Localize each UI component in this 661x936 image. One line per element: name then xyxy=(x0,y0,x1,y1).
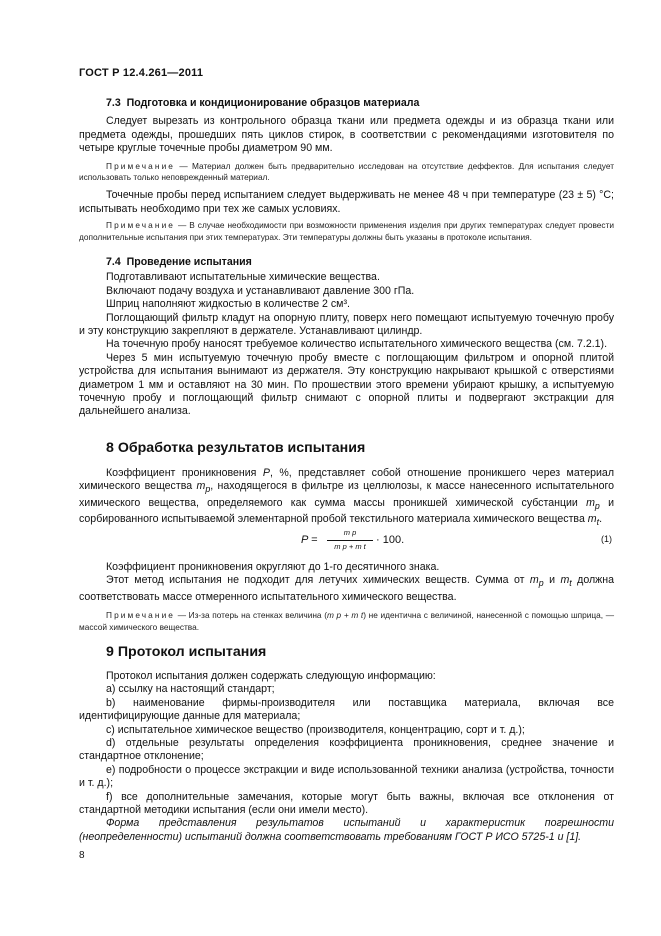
section-8-heading: 8 Обработка результатов испытания xyxy=(106,440,366,456)
paragraph: Шприц наполняют жидкостью в количестве 2 см³. xyxy=(106,298,350,311)
closing-paragraph: Форма представления результатов испытаний и характеристик погрешности (неопределенности) испытаний должна соответствовать требованиям ГОСТ Р ИСО 5725-1 и [1]. xyxy=(79,817,614,843)
note-label: Примечание xyxy=(106,160,176,171)
paragraph: Включают подачу воздуха и устанавливают давление 300 гПа. xyxy=(106,284,415,297)
note-text: ) не идентична с величиной, нанесенной с помощью шприца, — массой химического вещества. xyxy=(79,610,614,633)
var-symbol: m xyxy=(586,496,595,509)
var-subscript: p xyxy=(205,484,211,495)
var-mt xyxy=(587,513,600,528)
paragraph: Через 5 мин испытуемую точечную пробу вместе с поглощающим фильтром и опорной плитой устройства для испытания вынимают из держателя. Эту конструкцию накрывают крышкой с отверстиями диаметром 1 мм и оставляют на 30 мин. По прошествии этого времени убирают крышку, а испытуемую точечную пробу и поглощающий фильтр снимают с опорной плиты и подвергают экстракции для дальнейшего анализа. xyxy=(79,351,614,418)
paragraph-coefficient: Коэффициент проникновения P, %, представляет собой отношение проникшего через материал химического вещества $m_p$, находящегося в фильтре из целлюлозы, к массе нанесенного испытательного химического вещества, определяемого как сумма массы проникшей химической субстанции $m_p$ и сорбированного испытываемой элементарной пробой текстильного материала химического вещества $m_t$. xyxy=(79,467,614,528)
list-item: e) подробности о процессе экстракции и виде использованной техники анализа (устройства, точности и т. д.); xyxy=(79,763,614,790)
list-item: d) отдельные результаты определения коэффициента проникновения, среднее значение и стандартное отклонение; xyxy=(79,737,614,763)
var-symbol: m xyxy=(587,513,597,526)
paragraph: Точечные пробы перед испытанием следует выдерживать не менее 48 ч при температуре (23 ± 5) °С; испытывать необходимо при тех же самых условиях. xyxy=(79,189,614,215)
var-mp xyxy=(196,480,211,495)
formula-fraction xyxy=(327,528,373,553)
note xyxy=(79,610,614,634)
var-mp xyxy=(586,496,600,512)
formula-lhs: P = xyxy=(301,534,318,546)
section-heading xyxy=(79,256,614,269)
section-8-cont xyxy=(79,561,614,634)
var-mp xyxy=(529,574,544,589)
paragraph: На точечную пробу наносят требуемое количество испытательного химического вещества (см. 7.2.1). xyxy=(106,338,608,351)
section-title: Проведение испытания xyxy=(126,256,252,268)
list-item: a) ссылку на настоящий стандарт; xyxy=(106,683,275,696)
var-symbol: m xyxy=(529,574,539,587)
section-8 xyxy=(79,440,614,530)
note xyxy=(79,161,614,185)
text-run: Этот метод испытания не подходит для летучих химических веществ. Сумма от xyxy=(106,574,530,587)
section-heading xyxy=(79,97,614,110)
list-item: c) испытательное химическое вещество (производителя, концентрацию, сорт и т. д.); xyxy=(106,723,525,736)
var-P: P xyxy=(262,467,270,479)
paragraph: Подготавливают испытательные химические вещества. xyxy=(106,271,380,284)
note-text: — Из-за потерь на стенках величина ( xyxy=(175,610,327,621)
formula-rhs: · 100. xyxy=(376,534,405,546)
var-subscript: p xyxy=(594,501,600,512)
paragraph: Коэффициент проникновения округляют до 1-го десятичного знака. xyxy=(106,561,440,573)
formula-numerator: m p xyxy=(327,528,373,541)
var-symbol: m xyxy=(196,480,206,493)
paragraph: Следует вырезать из контрольного образца ткани или предмета одежды и из образца ткани или предмета одежды, прошедших пять циклов стирок, в соответствии с рекомендациями изготовителя по четыре круглые точечные пробы диаметром 90 мм. xyxy=(79,115,614,155)
paragraph: Поглощающий фильтр кладут на опорную плиту, поверх него помещают испытуемую точечную пробу и эту конструкцию закрепляют в держателе. Устанавливают цилиндр. xyxy=(79,311,614,338)
var-symbol: m xyxy=(560,574,570,587)
section-number: 7.3 xyxy=(106,97,121,109)
section-title: Подготовка и кондиционирование образцов материала xyxy=(126,97,420,109)
formula-denominator: m p + m t xyxy=(334,542,366,551)
section-number: 7.4 xyxy=(106,256,121,268)
formula-number: (1) xyxy=(601,534,612,544)
section-7-3 xyxy=(79,97,614,244)
text-run: Коэффициент проникновения xyxy=(106,467,263,479)
document-header: ГОСТ Р 12.4.261—2011 xyxy=(79,67,204,79)
text-run: и сорбированного испытываемой элементарной пробой текстильного материала химического вещества xyxy=(79,496,614,526)
var-subscript: t xyxy=(569,578,572,589)
note-text: — Материал должен быть предварительно исследован на отсутствие деффектов. Для испытания следует использовать только неповрежденный материал. xyxy=(79,160,614,183)
note xyxy=(79,220,614,244)
note-label: Примечание xyxy=(106,220,176,231)
list-item: f) все дополнительные замечания, которые могут быть важны, включая все отклонения от стандартной методики испытания (если они имели место). xyxy=(79,790,614,817)
var-subscript: p xyxy=(538,578,544,589)
text-run: , находящегося в фильтре из целлюлозы, к массе нанесенного испытательного химического вещества, определяемого как сумма массы проникшей химической субстанции xyxy=(79,480,614,509)
page-number: 8 xyxy=(79,850,85,861)
note-label: Примечание xyxy=(106,610,176,621)
list-item: b) наименование фирмы-производителя или поставщика материала, включая все идентифицирующие данные для материала; xyxy=(79,696,614,723)
note-expression: m p + m t xyxy=(326,610,364,621)
note-text: — В случае необходимости при возможности применения изделия при других температурах следует провести дополнительные испытания при этих температурах. Эти температуры должны быть указаны в протоколе испытания. xyxy=(79,220,614,242)
section-7-4 xyxy=(79,256,614,419)
section-9-heading: 9 Протокол испытания xyxy=(106,644,267,660)
formula-1 xyxy=(79,528,614,556)
paragraph-volatile xyxy=(79,574,614,604)
paragraph: Протокол испытания должен содержать следующую информацию: xyxy=(106,670,436,682)
var-mt xyxy=(560,574,572,589)
text-run: и xyxy=(543,574,561,587)
section-9 xyxy=(79,644,614,844)
var-subscript: t xyxy=(596,517,600,528)
text-run: , %, представляет собой отношение проникшего через материал химического вещества xyxy=(79,467,614,493)
text-run: должна соответствовать массе отмеренного испытательного химического вещества. xyxy=(79,574,614,603)
